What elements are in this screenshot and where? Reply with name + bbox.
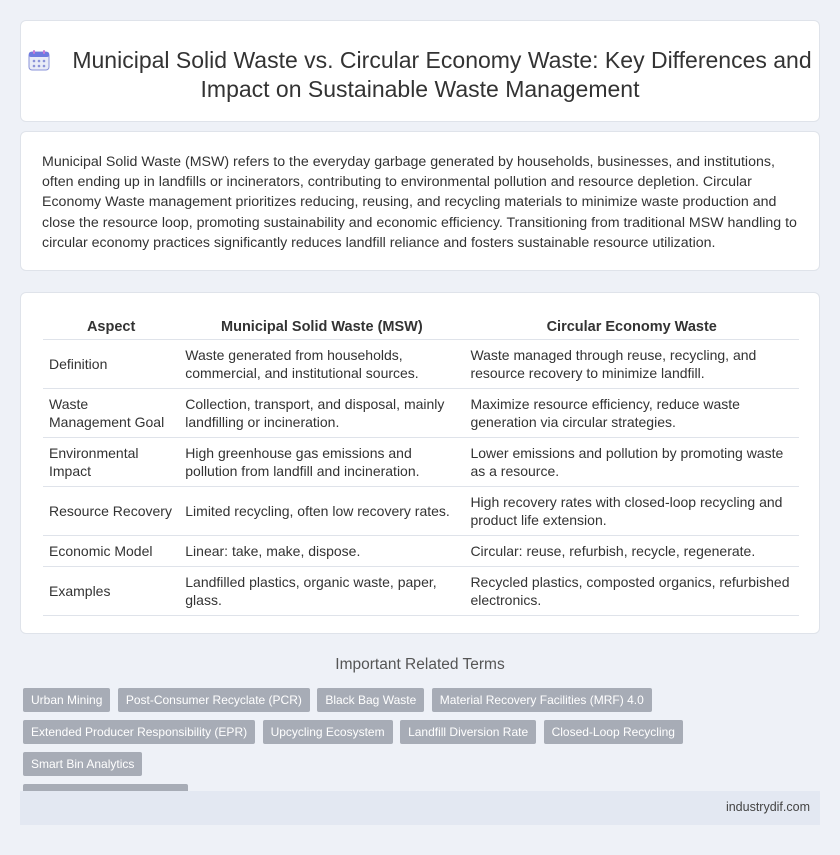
table-row	[43, 389, 799, 438]
row-msw: Landfilled plastics, organic waste, paper, glass.	[179, 567, 464, 616]
row-aspect: Resource Recovery	[43, 487, 179, 536]
table-header-row	[43, 313, 799, 340]
row-circular: Recycled plastics, composted organics, refurbished electronics.	[464, 567, 799, 616]
comparison-card	[20, 292, 820, 634]
row-aspect: Economic Model	[43, 536, 179, 567]
tag-black-bag-waste[interactable]: Black Bag Waste	[317, 688, 424, 712]
intro-card	[20, 131, 820, 271]
row-circular: Circular: reuse, refurbish, recycle, regenerate.	[464, 536, 799, 567]
tag-closed-loop-recycling[interactable]: Closed-Loop Recycling	[544, 720, 683, 744]
title-card	[20, 20, 820, 122]
title-label: Municipal Solid Waste vs. Circular Economy Waste: Key Differences and Impact on Sustainable Waste Management	[72, 47, 812, 102]
row-msw: Waste generated from households, commercial, and institutional sources.	[179, 340, 464, 389]
tag-extended-producer-responsibility[interactable]: Extended Producer Responsibility (EPR)	[23, 720, 255, 744]
row-msw: Limited recycling, often low recovery rates.	[179, 487, 464, 536]
tag-post-consumer-recyclate[interactable]: Post-Consumer Recyclate (PCR)	[118, 688, 310, 712]
tag-urban-mining[interactable]: Urban Mining	[23, 688, 110, 712]
footer	[20, 791, 820, 825]
header-circular: Circular Economy Waste	[464, 313, 799, 340]
row-aspect: Examples	[43, 567, 179, 616]
header-msw: Municipal Solid Waste (MSW)	[179, 313, 464, 340]
row-aspect: Waste Management Goal	[43, 389, 179, 438]
table-row	[43, 567, 799, 616]
footer-site[interactable]: industrydif.com	[725, 800, 810, 814]
row-msw: Collection, transport, and disposal, mainly landfilling or incineration.	[179, 389, 464, 438]
intro-paragraph: Municipal Solid Waste (MSW) refers to the everyday garbage generated by households, businesses, and institutions, often ending up in landfills or incinerators, contributing to environmental pollution and resource depletion. Circular Economy Waste management prioritizes reducing, reusing, and recycling materials to minimize waste production and close the resource loop, promoting sustainability and economic efficiency. Transitioning from traditional MSW handling to circular economy practices significantly reduces landfill reliance and fosters sustainable resource utilization.	[42, 154, 797, 251]
table-row	[43, 438, 799, 487]
table-row	[43, 536, 799, 567]
table-row	[43, 340, 799, 389]
row-aspect: Definition	[43, 340, 179, 389]
tag-landfill-diversion-rate[interactable]: Landfill Diversion Rate	[400, 720, 536, 744]
row-aspect: Environmental Impact	[43, 438, 179, 487]
row-msw: Linear: take, make, dispose.	[179, 536, 464, 567]
row-circular: High recovery rates with closed-loop recycling and product life extension.	[464, 487, 799, 536]
row-circular: Maximize resource efficiency, reduce waste generation via circular strategies.	[464, 389, 799, 438]
table-row	[43, 487, 799, 536]
header-aspect: Aspect	[43, 313, 179, 340]
comparison-table	[43, 313, 799, 616]
tag-material-recovery-facilities[interactable]: Material Recovery Facilities (MRF) 4.0	[432, 688, 652, 712]
related-terms-title: Important Related Terms	[335, 656, 505, 673]
row-circular: Waste managed through reuse, recycling, and resource recovery to minimize landfill.	[464, 340, 799, 389]
tag-smart-bin-analytics[interactable]: Smart Bin Analytics	[23, 752, 142, 776]
page-title	[21, 46, 819, 104]
calendar-icon	[28, 49, 50, 71]
tag-upcycling-ecosystem[interactable]: Upcycling Ecosystem	[263, 720, 393, 744]
row-circular: Lower emissions and pollution by promoting waste as a resource.	[464, 438, 799, 487]
row-msw: High greenhouse gas emissions and pollution from landfill and incineration.	[179, 438, 464, 487]
